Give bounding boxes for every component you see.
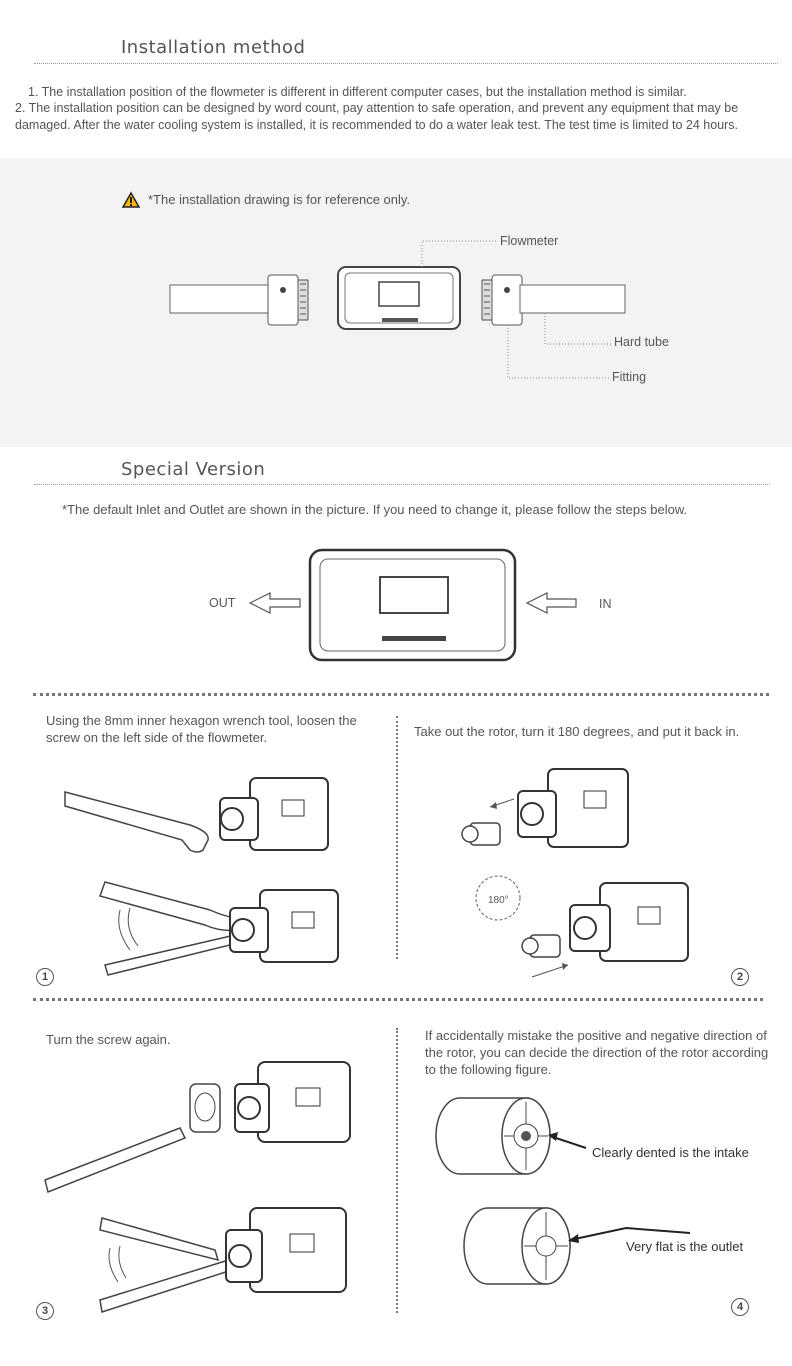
- step-2-text: Take out the rotor, turn it 180 degrees, and put it back in.: [414, 724, 740, 739]
- step-column-separator: [396, 1028, 398, 1313]
- step-2-number: 2: [731, 968, 749, 986]
- installation-line-2: 2. The installation position can be designed by word count, pay attention to safe operation, and prevent any equipment that may be damaged. After the water cooling system is installed, it is recommended to do a water leak test. The test time is limited to 24 hours.: [15, 101, 739, 132]
- rotate-180-label: 180°: [488, 895, 509, 906]
- title-rule: [34, 484, 770, 485]
- step-3-text: Turn the screw again.: [46, 1032, 171, 1047]
- flowmeter-label: Flowmeter: [500, 234, 559, 248]
- fitting-label: Fitting: [612, 370, 647, 384]
- step-1-illustration: [60, 770, 390, 980]
- special-version-title: Special Version: [121, 459, 266, 480]
- step-3-illustration: [40, 1050, 370, 1300]
- step-separator: [33, 693, 769, 696]
- step-column-separator: [396, 716, 398, 959]
- in-label: IN: [599, 597, 612, 611]
- step-4-illustration: [430, 1090, 760, 1300]
- step-4-text: If accidentally mistake the positive and negative direction of the rotor, you can decide the direction of the rotor according to the following figure.: [425, 1028, 769, 1077]
- drawing-note: *The installation drawing is for reference only.: [148, 192, 411, 207]
- special-version-note: *The default Inlet and Outlet are shown in the picture. If you need to change it, please follow the steps below.: [62, 502, 688, 517]
- intake-label: Clearly dented is the intake: [592, 1145, 749, 1160]
- step-2-illustration: [450, 765, 710, 985]
- out-label: OUT: [209, 596, 236, 610]
- installation-diagram: [160, 230, 680, 400]
- title-rule: [34, 63, 778, 64]
- hard-tube-label: Hard tube: [614, 335, 669, 349]
- outlet-label: Very flat is the outlet: [626, 1239, 744, 1254]
- step-3-number: 3: [36, 1302, 54, 1320]
- installation-title: Installation method: [121, 37, 306, 58]
- installation-line-1: 1. The installation position of the flowmeter is different in different computer cases, but the installation method is similar.: [28, 85, 687, 99]
- flowmeter-direction-diagram: [240, 545, 620, 665]
- warning-icon: [122, 192, 140, 208]
- step-1-number: 1: [36, 968, 54, 986]
- step-separator: [33, 998, 763, 1001]
- step-1-text: Using the 8mm inner hexagon wrench tool, loosen the screw on the left side of the flowmeter.: [46, 713, 357, 745]
- step-4-number: 4: [731, 1298, 749, 1316]
